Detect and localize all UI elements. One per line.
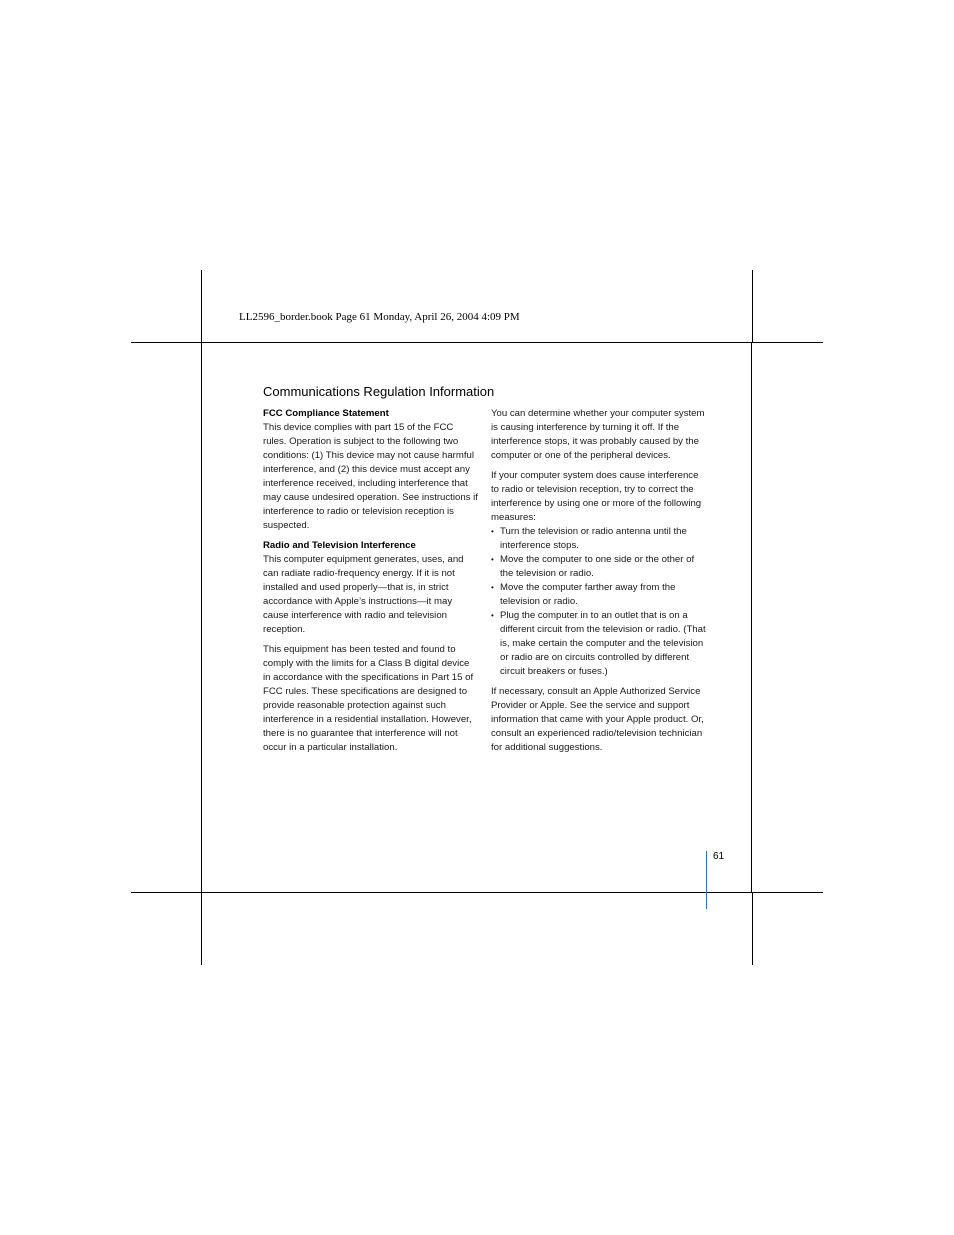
cause-paragraph: If your computer system does cause interference to radio or television reception, try to correct the interference by using one or more of the following measures: <box>491 470 702 523</box>
measures-list <box>491 525 709 679</box>
print-slug: LL2596_border.book Page 61 Monday, April 26, 2004 4:09 PM <box>239 311 520 323</box>
tested-paragraph: This equipment has been tested and found to comply with the limits for a Class B digital device in accordance with the specifications in Part 15 of FCC rules. These specifications are designed to provide reasonable protection against such interference in a residential installation. However, there is no guarantee that interference will not occur in a particular installation. <box>263 644 474 753</box>
crop-line <box>201 270 202 343</box>
right-column <box>491 407 709 761</box>
crop-line <box>752 342 823 343</box>
crop-line <box>752 892 823 893</box>
radio-body: This computer equipment generates, uses, and can radiate radio-frequency energy. If it is not installed and used properly—that is, in strict accordance with Apple’s instructions—it may cause interference with radio and television reception. <box>263 554 464 635</box>
fcc-heading: FCC Compliance Statement <box>263 408 389 419</box>
crop-line <box>752 270 753 343</box>
radio-section <box>263 539 478 637</box>
page-number: 61 <box>713 851 725 862</box>
fcc-body: This device complies with part 15 of the FCC rules. Operation is subject to the following two conditions: (1) This device may not cause harmful interference, and (2) this device must accept any interference received, including interference that may cause undesired operation. See instructions if interference to radio or television reception is suspected. <box>263 422 478 531</box>
list-item: • Turn the television or radio antenna until the interference stops. <box>491 525 709 553</box>
crop-line <box>752 893 753 965</box>
crop-line <box>201 893 202 965</box>
crop-line <box>131 892 202 893</box>
folio-rule <box>706 851 707 909</box>
page-title: Communications Regulation Information <box>263 384 495 399</box>
list-item: • Plug the computer in to an outlet that is on a different circuit from the television or radio. (That is, make certain the computer and the television or radio are on circuits controlled by different circuit breakers or fuses.) <box>491 609 709 679</box>
list-item: • Move the computer farther away from the television or radio. <box>491 581 709 609</box>
left-column <box>263 407 478 761</box>
determine-paragraph: You can determine whether your computer system is causing interference by turning it off. If the interference stops, it was probably caused by the computer or one of the peripheral devices. <box>491 408 705 461</box>
consult-paragraph: If necessary, consult an Apple Authorized Service Provider or Apple. See the service and support information that came with your Apple product. Or, consult an experienced radio/television technician for additional suggestions. <box>491 686 704 753</box>
fcc-section <box>263 407 478 533</box>
radio-heading: Radio and Television Interference <box>263 540 416 551</box>
crop-line <box>131 342 202 343</box>
list-item: • Move the computer to one side or the other of the television or radio. <box>491 553 709 581</box>
